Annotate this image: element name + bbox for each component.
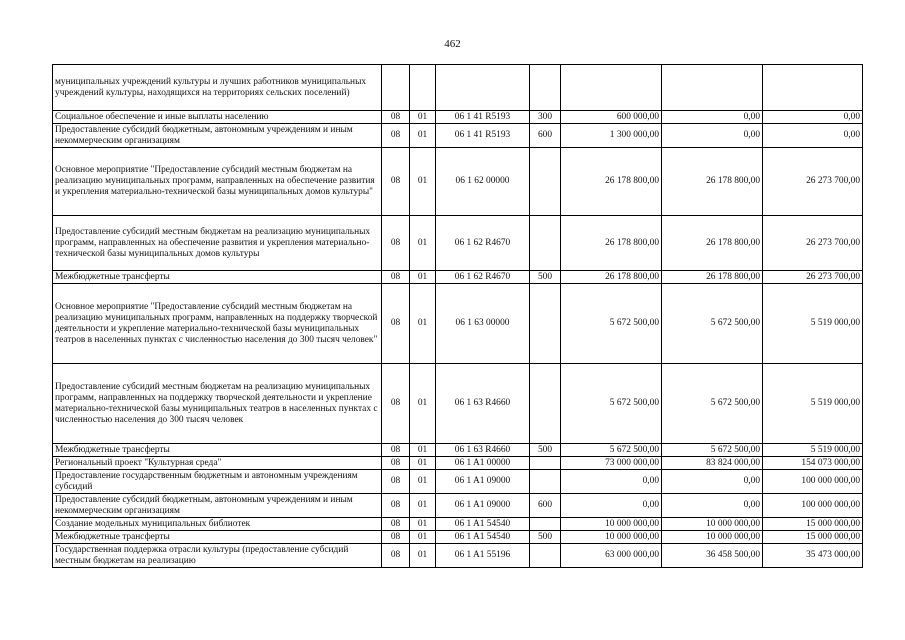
expense-type-cell: 500 (530, 531, 561, 544)
section-code-cell: 08 (382, 271, 410, 284)
expense-type-cell (530, 518, 561, 531)
amount-year2-cell: 26 178 800,00 (662, 148, 763, 216)
target-article-cell: 06 1 41 R5193 (436, 111, 530, 124)
expense-type-cell (530, 284, 561, 364)
subsection-code-cell: 01 (410, 364, 436, 444)
row-name-cell: Основное мероприятие "Предоставление субсидий местным бюджетам на реализацию муниципальных программ, направленных на поддержку творческой деятельности и укрепление материально-технической базы муниципальных театров в населенных пунктах с численностью населения до 300 тысяч человек" (53, 284, 382, 364)
amount-year1-cell: 600 000,00 (561, 111, 662, 124)
row-name-cell: Основное мероприятие "Предоставление субсидий местным бюджетам на реализацию муниципальных программ, направленных на обеспечение развития и укрепления материально-технической базы муниципальных домов культуры" (53, 148, 382, 216)
amount-year1-cell: 26 178 800,00 (561, 271, 662, 284)
amount-year2-cell: 26 178 800,00 (662, 271, 763, 284)
section-code-cell: 08 (382, 284, 410, 364)
target-article-cell: 06 1 A1 09000 (436, 494, 530, 518)
row-name-cell: Региональный проект "Культурная среда" (53, 457, 382, 470)
amount-year1-cell: 26 178 800,00 (561, 216, 662, 271)
amount-year3-cell: 0,00 (763, 111, 863, 124)
expense-type-cell: 300 (530, 111, 561, 124)
section-code-cell: 08 (382, 470, 410, 494)
row-name-cell: Межбюджетные трансферты (53, 531, 382, 544)
target-article-cell: 06 1 62 00000 (436, 148, 530, 216)
amount-year3-cell: 15 000 000,00 (763, 531, 863, 544)
amount-year1-cell: 26 178 800,00 (561, 148, 662, 216)
expense-type-cell (530, 544, 561, 568)
table-row (53, 216, 863, 271)
subsection-code-cell: 01 (410, 148, 436, 216)
row-name-cell: Межбюджетные трансферты (53, 271, 382, 284)
expense-type-cell: 600 (530, 124, 561, 148)
subsection-code-cell: 01 (410, 544, 436, 568)
row-name-cell: муниципальных учреждений культуры и лучших работников муниципальных учреждений культуры, находящихся на территориях сельских поселений) (53, 65, 382, 111)
row-name-cell: Социальное обеспечение и иные выплаты населению (53, 111, 382, 124)
expense-type-cell (530, 216, 561, 271)
amount-year1-cell (561, 65, 662, 111)
subsection-code-cell: 01 (410, 470, 436, 494)
subsection-code-cell: 01 (410, 216, 436, 271)
amount-year2-cell: 10 000 000,00 (662, 531, 763, 544)
row-name-cell: Предоставление субсидий бюджетным, автономным учреждениям и иным некоммерческим организациям (53, 494, 382, 518)
amount-year2-cell: 83 824 000,00 (662, 457, 763, 470)
amount-year1-cell: 73 000 000,00 (561, 457, 662, 470)
amount-year1-cell: 5 672 500,00 (561, 284, 662, 364)
expense-type-cell: 600 (530, 494, 561, 518)
row-name-cell: Предоставление субсидий местным бюджетам на реализацию муниципальных программ, направленных на поддержку творческой деятельности и укрепление материально-технической базы муниципальных театров в населенных пунктах с численностью населения до 300 тысяч человек (53, 364, 382, 444)
amount-year1-cell: 0,00 (561, 470, 662, 494)
amount-year1-cell: 0,00 (561, 494, 662, 518)
section-code-cell: 08 (382, 494, 410, 518)
amount-year1-cell: 1 300 000,00 (561, 124, 662, 148)
table-row (53, 444, 863, 457)
amount-year2-cell: 5 672 500,00 (662, 284, 763, 364)
table-row (53, 271, 863, 284)
row-name-cell: Создание модельных муниципальных библиотек (53, 518, 382, 531)
amount-year3-cell: 26 273 700,00 (763, 271, 863, 284)
target-article-cell: 06 1 62 R4670 (436, 271, 530, 284)
section-code-cell: 08 (382, 124, 410, 148)
table-row (53, 148, 863, 216)
section-code-cell: 08 (382, 111, 410, 124)
target-article-cell: 06 1 A1 54540 (436, 531, 530, 544)
table-row (53, 531, 863, 544)
target-article-cell: 06 1 A1 55196 (436, 544, 530, 568)
subsection-code-cell: 01 (410, 531, 436, 544)
subsection-code-cell: 01 (410, 271, 436, 284)
amount-year3-cell: 100 000 000,00 (763, 470, 863, 494)
target-article-cell: 06 1 63 R4660 (436, 444, 530, 457)
table-row (53, 284, 863, 364)
target-article-cell: 06 1 A1 09000 (436, 470, 530, 494)
budget-table (52, 64, 863, 568)
amount-year3-cell: 15 000 000,00 (763, 518, 863, 531)
table-row (53, 124, 863, 148)
target-article-cell: 06 1 A1 54540 (436, 518, 530, 531)
section-code-cell (382, 65, 410, 111)
amount-year3-cell: 26 273 700,00 (763, 216, 863, 271)
amount-year3-cell: 5 519 000,00 (763, 364, 863, 444)
expense-type-cell (530, 65, 561, 111)
amount-year3-cell: 35 473 000,00 (763, 544, 863, 568)
section-code-cell: 08 (382, 544, 410, 568)
amount-year2-cell: 36 458 500,00 (662, 544, 763, 568)
subsection-code-cell: 01 (410, 284, 436, 364)
table-row (53, 470, 863, 494)
section-code-cell: 08 (382, 216, 410, 271)
page-number: 462 (444, 38, 461, 50)
amount-year1-cell: 5 672 500,00 (561, 444, 662, 457)
target-article-cell: 06 1 63 00000 (436, 284, 530, 364)
amount-year2-cell: 10 000 000,00 (662, 518, 763, 531)
amount-year1-cell: 5 672 500,00 (561, 364, 662, 444)
amount-year3-cell: 0,00 (763, 124, 863, 148)
amount-year3-cell: 5 519 000,00 (763, 284, 863, 364)
amount-year2-cell: 26 178 800,00 (662, 216, 763, 271)
section-code-cell: 08 (382, 148, 410, 216)
amount-year3-cell (763, 65, 863, 111)
row-name-cell: Предоставление субсидий бюджетным, автономным учреждениям и иным некоммерческим организациям (53, 124, 382, 148)
expense-type-cell (530, 364, 561, 444)
expense-type-cell: 500 (530, 444, 561, 457)
target-article-cell: 06 1 41 R5193 (436, 124, 530, 148)
target-article-cell (436, 65, 530, 111)
table-row (53, 65, 863, 111)
table-row (53, 494, 863, 518)
amount-year3-cell: 5 519 000,00 (763, 444, 863, 457)
subsection-code-cell: 01 (410, 124, 436, 148)
target-article-cell: 06 1 62 R4670 (436, 216, 530, 271)
amount-year1-cell: 10 000 000,00 (561, 531, 662, 544)
amount-year3-cell: 100 000 000,00 (763, 494, 863, 518)
subsection-code-cell: 01 (410, 111, 436, 124)
expense-type-cell (530, 470, 561, 494)
amount-year2-cell: 5 672 500,00 (662, 444, 763, 457)
row-name-cell: Предоставление субсидий местным бюджетам на реализацию муниципальных программ, направленных на обеспечение развития и укрепления материально-технической базы муниципальных домов культуры (53, 216, 382, 271)
subsection-code-cell: 01 (410, 518, 436, 531)
table-row (53, 364, 863, 444)
expense-type-cell (530, 457, 561, 470)
expense-type-cell (530, 148, 561, 216)
section-code-cell: 08 (382, 364, 410, 444)
subsection-code-cell: 01 (410, 444, 436, 457)
table-row (53, 457, 863, 470)
row-name-cell: Предоставление государственным бюджетным и автономным учреждениям субсидий (53, 470, 382, 494)
subsection-code-cell: 01 (410, 457, 436, 470)
amount-year3-cell: 26 273 700,00 (763, 148, 863, 216)
target-article-cell: 06 1 63 R4660 (436, 364, 530, 444)
amount-year2-cell: 5 672 500,00 (662, 364, 763, 444)
amount-year2-cell: 0,00 (662, 470, 763, 494)
row-name-cell: Государственная поддержка отрасли культуры (предоставление субсидий местным бюджетам на реализацию (53, 544, 382, 568)
table-row (53, 544, 863, 568)
amount-year2-cell: 0,00 (662, 124, 763, 148)
section-code-cell: 08 (382, 531, 410, 544)
amount-year2-cell: 0,00 (662, 111, 763, 124)
section-code-cell: 08 (382, 444, 410, 457)
table-row (53, 518, 863, 531)
amount-year3-cell: 154 073 000,00 (763, 457, 863, 470)
section-code-cell: 08 (382, 518, 410, 531)
amount-year2-cell (662, 65, 763, 111)
expense-type-cell: 500 (530, 271, 561, 284)
subsection-code-cell (410, 65, 436, 111)
table-row (53, 111, 863, 124)
subsection-code-cell: 01 (410, 494, 436, 518)
amount-year2-cell: 0,00 (662, 494, 763, 518)
amount-year1-cell: 63 000 000,00 (561, 544, 662, 568)
section-code-cell: 08 (382, 457, 410, 470)
amount-year1-cell: 10 000 000,00 (561, 518, 662, 531)
target-article-cell: 06 1 A1 00000 (436, 457, 530, 470)
row-name-cell: Межбюджетные трансферты (53, 444, 382, 457)
